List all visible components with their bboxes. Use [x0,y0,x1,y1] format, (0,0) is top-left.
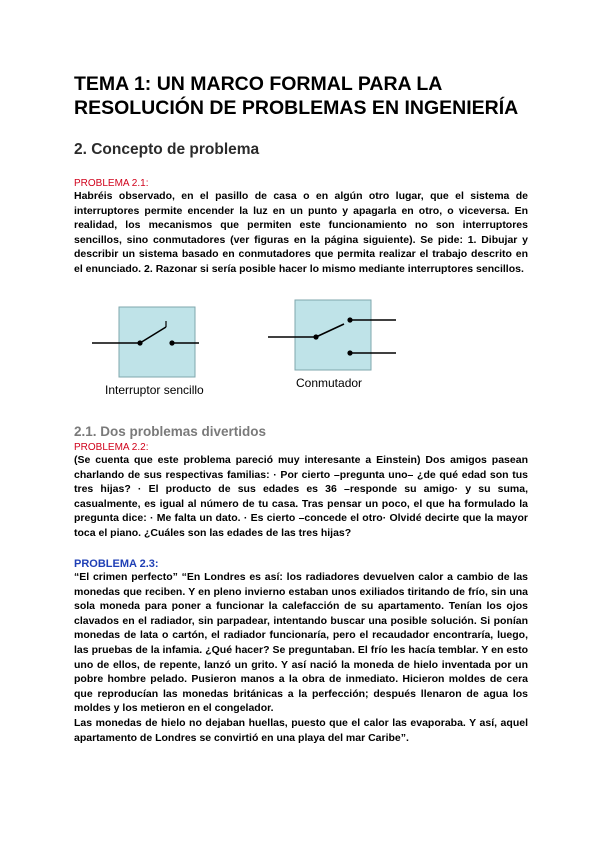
simple-switch-figure [92,307,204,397]
problem-2-3-text-end: Las monedas de hielo no dejaban huellas, puesto que el calor las evaporaba. Y así, aquel apartamento de Londres se convirtió en una playa del mar Caribe”. [74,716,528,744]
problem-2-1-label: PROBLEMA 2.1: [74,178,149,189]
problem-2-1 [74,178,528,277]
commutator-label: Conmutador [296,376,363,390]
subsection-heading: 2.1. Dos problemas divertidos [74,424,267,439]
commutator-box [295,300,371,370]
problem-2-2-text: (Se cuenta que este problema pareció muy interesante a Einstein) Dos amigos pasean charlando de sus respectivas familias: · Por cierto –pregunta uno– ¿de qué edad son tus tres hijas? · El producto de sus edades es 36 –responde su amigo· y su suma, casualmente, es igual al número de tu casa. Tras pensar un poco, el que ha formulado la pregunta dice: · Me falta un dato. · Es cierto –concede el otro· Olvidé decirte que la mayor toca el piano. ¿Cuáles son las edades de las tres hijas? [74,454,528,539]
problem-2-3-text: “El crimen perfecto” “En Londres es así: los radiadores devuelven calor a cambio de las monedas que reciben. Y en pleno invierno estaban unos exiliados tiritando de frío, sin una sola moneda para poner a funcionar la calefacción de su apartamento. Tenían los ojos clavados en el radiador, sin parpadear, intentando buscar una posible solución. Si ponían monedas de lata o cartón, el radiador funcionaría, pero el recaudador encontraría, luego, las pruebas de la infamia. ¿Qué hacer? Se preguntaban. El frío les hacía temblar. Y en esto uno de ellos, de repente, lanzó un grito. Y así nació la moneda de hielo inventada por un pobre hombre pelado. Pusieron manos a la obra de inmediato. Hicieron moldes de cera que reproducían las monedas británicas a la perfección; después llenaron de agua los moldes y los metieron en el congelador. [74,571,528,715]
problem-2-2-label: PROBLEMA 2.2: [74,442,149,453]
simple-switch-box [119,307,195,377]
problem-2-2 [74,442,528,541]
problem-2-1-text: Habréis observado, en el pasillo de casa o en algún otro lugar, que el sistema de interruptores permite encender la luz en un punto y apagarla en otro, o viceversa. En realidad, los mecanismos que permiten este funcionamiento no son interruptores sencillos, sino conmutadores (ver figuras en la página siguiente). Se pide: 1. Dibujar y describir un sistema basado en conmutadores que permita realizar el trabajo descrito en el enunciado. 2. Razonar si sería posible hacer lo mismo mediante interruptores sencillos. [74,190,528,275]
page-title: TEMA 1: UN MARCO FORMAL PARA LA RESOLUCIÓN DE PROBLEMAS EN INGENIERÍA [74,73,519,119]
section-heading: 2. Concepto de problema [74,141,260,158]
problem-2-3 [74,558,528,745]
problem-2-3-label: PROBLEMA 2.3: [74,558,159,570]
simple-switch-label: Interruptor sencillo [105,383,204,397]
commutator-figure [268,300,396,390]
switch-diagrams [0,290,600,410]
